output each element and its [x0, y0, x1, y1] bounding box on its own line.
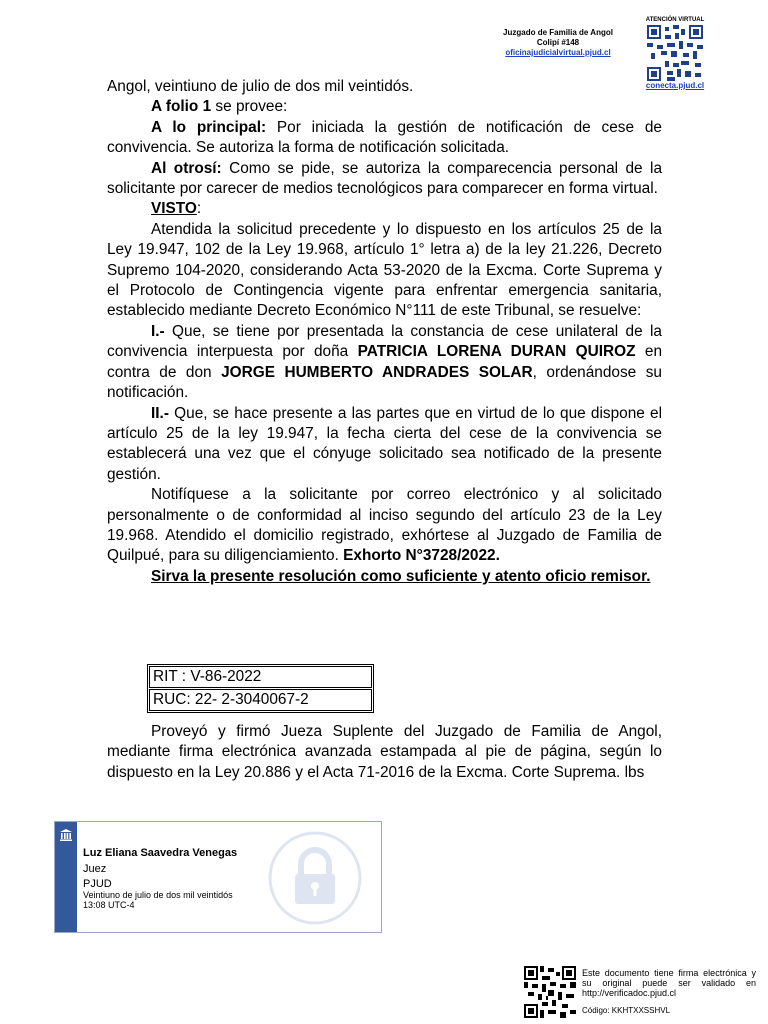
electronic-signature-box	[54, 821, 382, 933]
closing-paragraph: Proveyó y firmó Jueza Suplente del Juzgado de Familia de Angol, mediante firma electrónica avanzada estampada al pie de página, según lo dispuesto en la Ley 20.886 y el Acta 71-2016 de la Excma. Corte Suprema. lbs	[107, 723, 662, 781]
courthouse-icon	[59, 828, 73, 842]
resolution-point-2: II.- Que, se hace presente a las partes que en virtud de lo que dispone el artículo 25 de la ley 19.947, la fecha cierta del cese de la convivencia se establecerá una vez que el cónyuge solicitado sea notificado de la presente gestión.	[107, 404, 662, 483]
lock-icon	[267, 830, 363, 926]
signature-timestamp	[83, 890, 233, 910]
qr-code-icon	[647, 25, 703, 81]
court-name: Juzgado de Familia de Angol	[503, 28, 613, 37]
signer-organization: PJUD	[83, 878, 112, 890]
ruc-row: RUC: 22- 2-3040067-2	[149, 689, 372, 711]
court-header	[486, 28, 630, 58]
otrosi-paragraph: Al otrosí: Como se pide, se autoriza la comparecencia personal de la solicitante por carecer de medios tecnológicos para comparecer en forma virtual.	[107, 159, 662, 198]
court-link[interactable]: oficinajudicialvirtual.pjud.cl	[505, 48, 611, 57]
qr-label: ATENCIÓN VIRTUAL	[645, 17, 705, 23]
resolution-point-1: I.- Que, se tiene por presentada la constancia de cese unilateral de la convivencia interpuesta por doña PATRICIA LORENA DURAN QUIROZ en contra de don JORGE HUMBERTO ANDRADES SOLAR, ordenándose su notificación.	[107, 322, 662, 402]
signer-role: Juez	[83, 863, 107, 875]
folio-line: A folio 1 se provee:	[151, 98, 288, 116]
considerations-paragraph: Atendida la solicitud precedente y lo dispuesto en los artículos 25 de la Ley 19.947, 102 de la Ley 19.968, artículo 1° letra a) de la ley 21.226, Decreto Supremo 104-2020, considerando Acta 53-2020 de la Excma. Corte Suprema y el Protocolo de Contingencia vigente para enfrentar emergencia sanitaria, establecido mediante Decreto Económico N°111 de este Tribunal, se resuelve:	[107, 220, 662, 320]
signature-time: 13:08 UTC-4	[83, 900, 135, 910]
rit-row: RIT : V-86-2022	[149, 666, 372, 688]
court-address: Colipí #148	[536, 38, 580, 47]
case-identifiers-table	[147, 664, 374, 713]
signature-date: Veintiuno de julio de dos mil veintidós	[83, 890, 233, 900]
date-line: Angol, veintiuno de julio de dos mil veintidós.	[107, 78, 414, 95]
visto-heading: VISTO:	[151, 200, 202, 218]
qr-url[interactable]: conecta.pjud.cl	[645, 81, 705, 90]
signer-name: Luz Eliana Saavedra Venegas	[83, 847, 238, 859]
verification-code: Código: KKHTXXSSHVL	[582, 1006, 671, 1015]
principal-paragraph: A lo principal: Por iniciada la gestión de notificación de cese de convivencia. Se autoriza la forma de notificación solicitada.	[107, 118, 662, 157]
signature-side-bar	[55, 822, 77, 932]
notification-paragraph: Notifíquese a la solicitante por correo electrónico y al solicitado personalmente o de conformidad al inciso segundo del artículo 23 de la Ley 19.968. Atendido el domicilio registrado, exhórtese al Juzgado de Familia de Quilpué, para su diligenciamiento. Exhorto N°3728/2022.	[107, 486, 662, 565]
verification-qr-code-icon	[524, 966, 576, 1018]
remisor-paragraph: Sirva la presente resolución como suficiente y atento oficio remisor.	[151, 567, 651, 585]
verification-notice: Este documento tiene firma electrónica y su original puede ser validado en http://verificadoc.pjud.cl	[582, 968, 756, 998]
resolution-body	[107, 77, 662, 587]
